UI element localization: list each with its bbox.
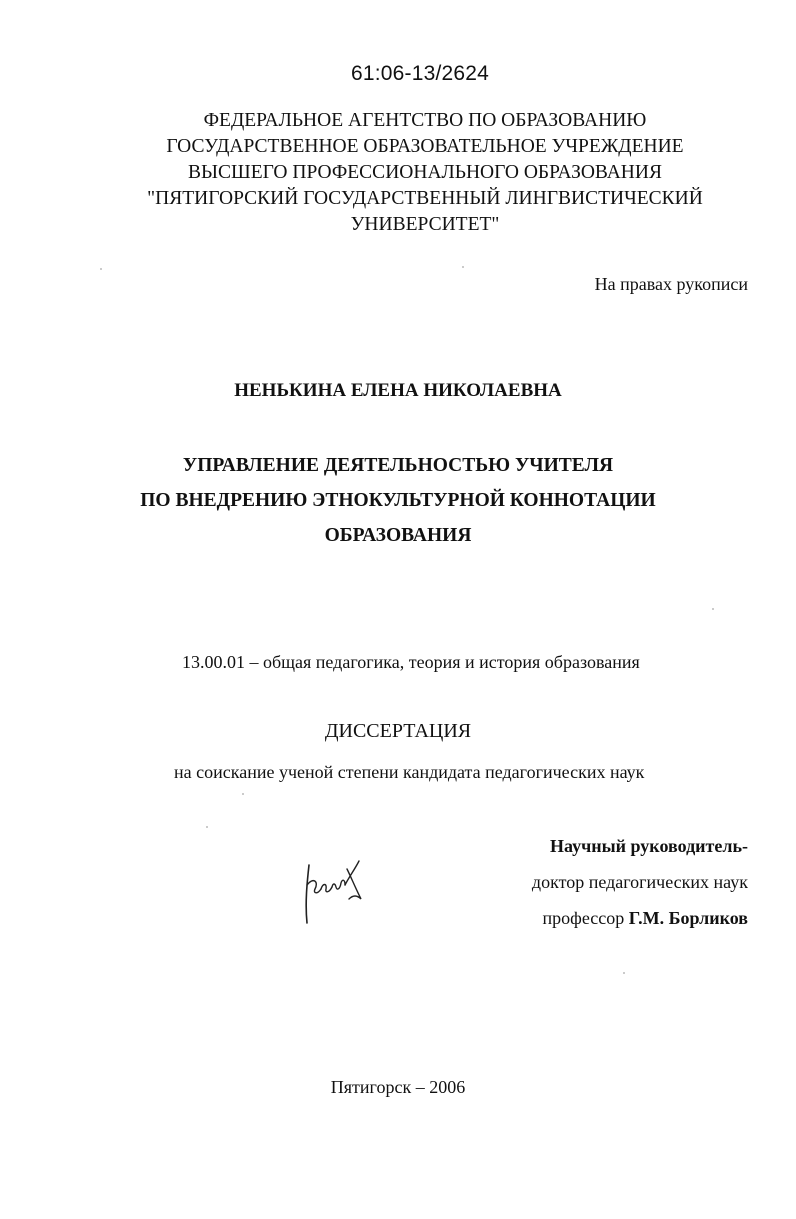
scan-speck (462, 266, 464, 268)
author-name: НЕНЬКИНА ЕЛЕНА НИКОЛАЕВНА (234, 380, 562, 401)
manuscript-rights: На правах рукописи (594, 274, 748, 294)
title-line: ОБРАЗОВАНИЯ (324, 525, 472, 546)
title-line: ПО ВНЕДРЕНИЮ ЭТНОКУЛЬТУРНОЙ КОННОТАЦИИ (140, 490, 656, 511)
organization-line: "ПЯТИГОРСКИЙ ГОСУДАРСТВЕННЫЙ ЛИНГВИСТИЧЕСКИЙ (147, 188, 703, 209)
city-year: Пятигорск – 2006 (330, 1077, 466, 1097)
organization-line: ФЕДЕРАЛЬНОЕ АГЕНТСТВО ПО ОБРАЗОВАНИЮ (203, 110, 647, 131)
supervisor-position: профессор (542, 908, 625, 928)
organization-line: ВЫСШЕГО ПРОФЕССИОНАЛЬНОГО ОБРАЗОВАНИЯ (188, 162, 662, 183)
dissertation-title (0, 448, 796, 553)
supervisor-block (532, 828, 748, 936)
degree-description: на соискание ученой степени кандидата педагогических наук (174, 762, 645, 782)
organization-line: УНИВЕРСИТЕТ" (350, 214, 500, 235)
supervisor-degree: доктор педагогических наук (531, 872, 748, 892)
scan-speck (623, 972, 625, 974)
supervisor-name: Г.М. Борликов (628, 908, 748, 928)
organization-header (120, 108, 730, 238)
supervisor-heading: Научный руководитель- (550, 836, 748, 856)
specialty-code: 13.00.01 – общая педагогика, теория и история образования (182, 652, 640, 672)
scan-speck (100, 268, 102, 270)
handwritten-signature (295, 855, 375, 930)
scan-speck (712, 608, 714, 610)
organization-line: ГОСУДАРСТВЕННОЕ ОБРАЗОВАТЕЛЬНОЕ УЧРЕЖДЕНИЕ (166, 136, 684, 157)
supervisor-position-line (532, 900, 748, 936)
catalog-number: 61:06-13/2624 (350, 62, 490, 85)
scan-speck (206, 826, 208, 828)
scan-speck (242, 793, 244, 795)
document-type: ДИССЕРТАЦИЯ (324, 720, 472, 742)
title-line: УПРАВЛЕНИЕ ДЕЯТЕЛЬНОСТЬЮ УЧИТЕЛЯ (182, 455, 614, 476)
